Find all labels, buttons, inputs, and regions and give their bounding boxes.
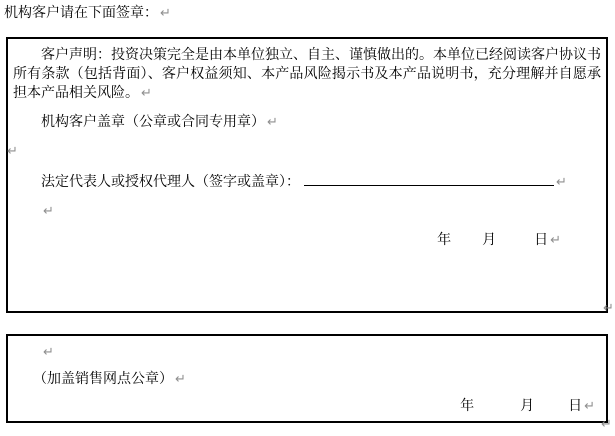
client-statement xyxy=(13,45,601,102)
paragraph-mark-icon: ↵ xyxy=(43,344,54,359)
paragraph-mark-icon: ↵ xyxy=(141,85,152,100)
paragraph-mark-icon: ↵ xyxy=(550,232,561,247)
paragraph-mark-icon: ↵ xyxy=(175,371,186,386)
client-signature-box xyxy=(6,37,608,313)
sales-outlet-seal-box xyxy=(6,334,608,423)
paragraph-mark-icon: ↵ xyxy=(603,300,614,315)
outlet-seal-label: （加盖销售网点公章） xyxy=(33,370,173,386)
date-day-label: 日 xyxy=(534,231,549,247)
date-line xyxy=(13,230,601,249)
date-day-label: 日 xyxy=(568,397,583,413)
paragraph-mark-icon: ↵ xyxy=(556,174,567,189)
org-seal-line xyxy=(13,112,601,131)
legal-rep-label: 法定代表人或授权代理人（签字或盖章）： xyxy=(41,173,300,189)
date-year-label: 年 xyxy=(460,397,475,413)
org-seal-label: 机构客户盖章（公章或合同专用章） xyxy=(41,113,265,129)
client-statement-text: 客户声明：投资决策完全是由本单位独立、自主、谨慎做出的。本单位已经阅读客户协议书所有条款（包括背面）、客户权益须知、本产品风险揭示书及本产品说明书，充分理解并自愿承担本产品相关风险。 xyxy=(13,46,601,100)
page-title xyxy=(4,3,171,22)
paragraph-mark-icon: ↵ xyxy=(43,203,54,218)
date-month-label: 月 xyxy=(482,231,497,247)
paragraph-mark-icon: ↵ xyxy=(7,143,18,158)
empty-line xyxy=(5,141,601,160)
date-month-label: 月 xyxy=(520,397,535,413)
page-title-text: 机构客户请在下面签章： xyxy=(4,4,158,20)
empty-line xyxy=(13,201,601,220)
date-line xyxy=(13,396,601,415)
paragraph-mark-icon: ↵ xyxy=(160,5,171,20)
outlet-seal-line xyxy=(13,369,601,388)
paragraph-mark-icon: ↵ xyxy=(584,398,595,413)
date-year-label: 年 xyxy=(437,231,452,247)
empty-line xyxy=(13,342,601,361)
signature-line[interactable] xyxy=(304,170,554,186)
legal-rep-line xyxy=(13,170,601,191)
paragraph-mark-icon: ↵ xyxy=(267,114,278,129)
paragraph-mark-icon: ↵ xyxy=(601,416,612,431)
